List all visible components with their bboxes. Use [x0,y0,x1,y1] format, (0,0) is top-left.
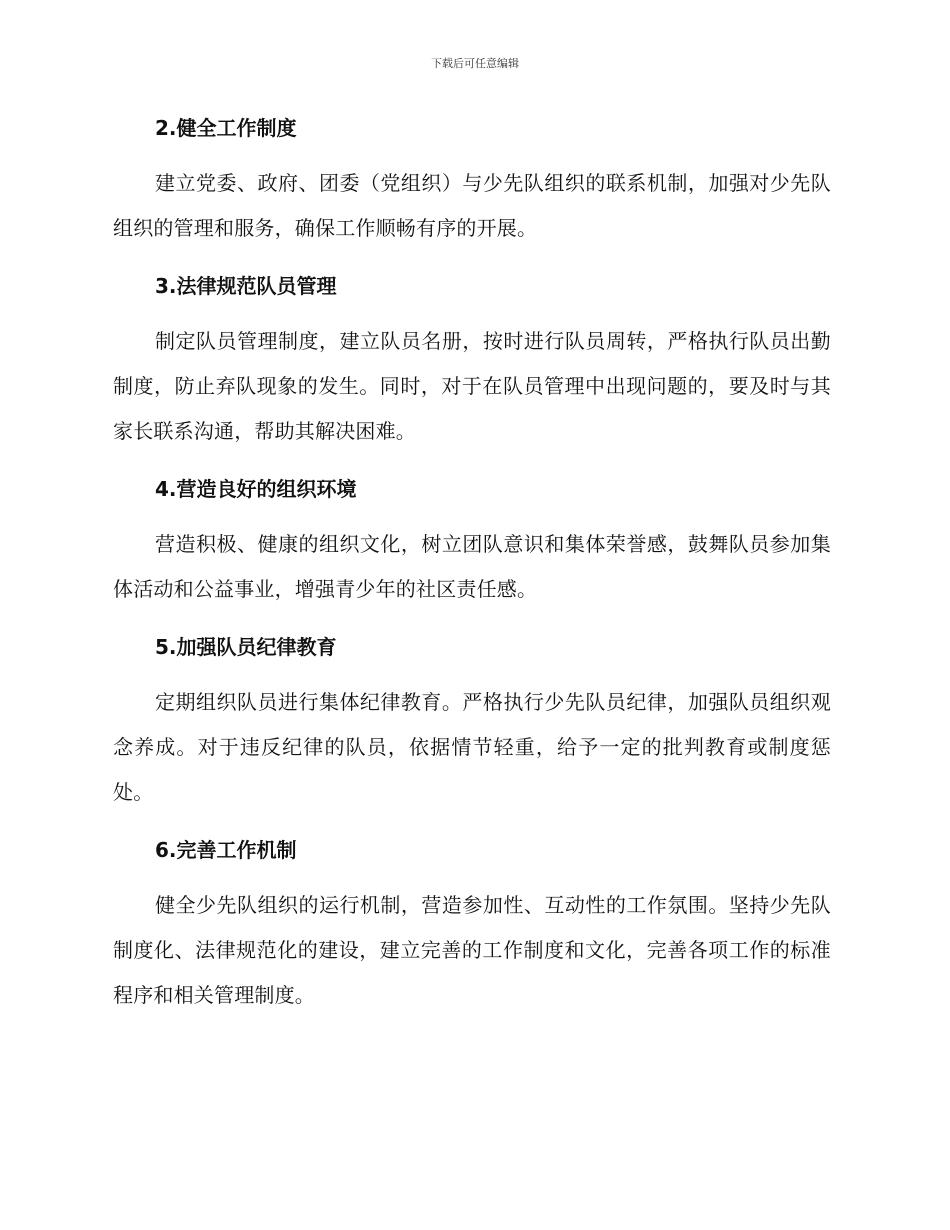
section-heading: 3.法律规范队员管理 [155,274,337,298]
section-paragraph: 营造积极、健康的组织文化，树立团队意识和集体荣誉感，鼓舞队员参加集体活动和公益事业，增强青少年的社区责任感。 [113,532,831,601]
section-paragraph: 建立党委、政府、团委（党组织）与少先队组织的联系机制，加强对少先队组织的管理和服务，确保工作顺畅有序的开展。 [113,171,831,240]
section-heading: 4.营造良好的组织环境 [155,477,357,501]
section-heading: 6.完善工作机制 [155,838,297,862]
page-header: 下载后可任意编辑 [431,57,519,70]
section-heading: 5.加强队员纪律教育 [155,635,337,659]
section-paragraph: 制定队员管理制度，建立队员名册，按时进行队员周转，严格执行队员出勤制度，防止弃队现象的发生。同时，对于在队员管理中出现问题的，要及时与其家长联系沟通，帮助其解决困难。 [113,329,831,443]
section-heading: 2.健全工作制度 [155,116,297,140]
section-paragraph: 定期组织队员进行集体纪律教育。严格执行少先队员纪律，加强队员组织观念养成。对于违反纪律的队员，依据情节轻重，给予一定的批判教育或制度惩处。 [113,690,831,804]
section-paragraph: 健全少先队组织的运行机制，营造参加性、互动性的工作氛围。坚持少先队制度化、法律规范化的建设，建立完善的工作制度和文化，完善各项工作的标准程序和相关管理制度。 [113,893,831,1007]
document-body [113,108,831,1033]
